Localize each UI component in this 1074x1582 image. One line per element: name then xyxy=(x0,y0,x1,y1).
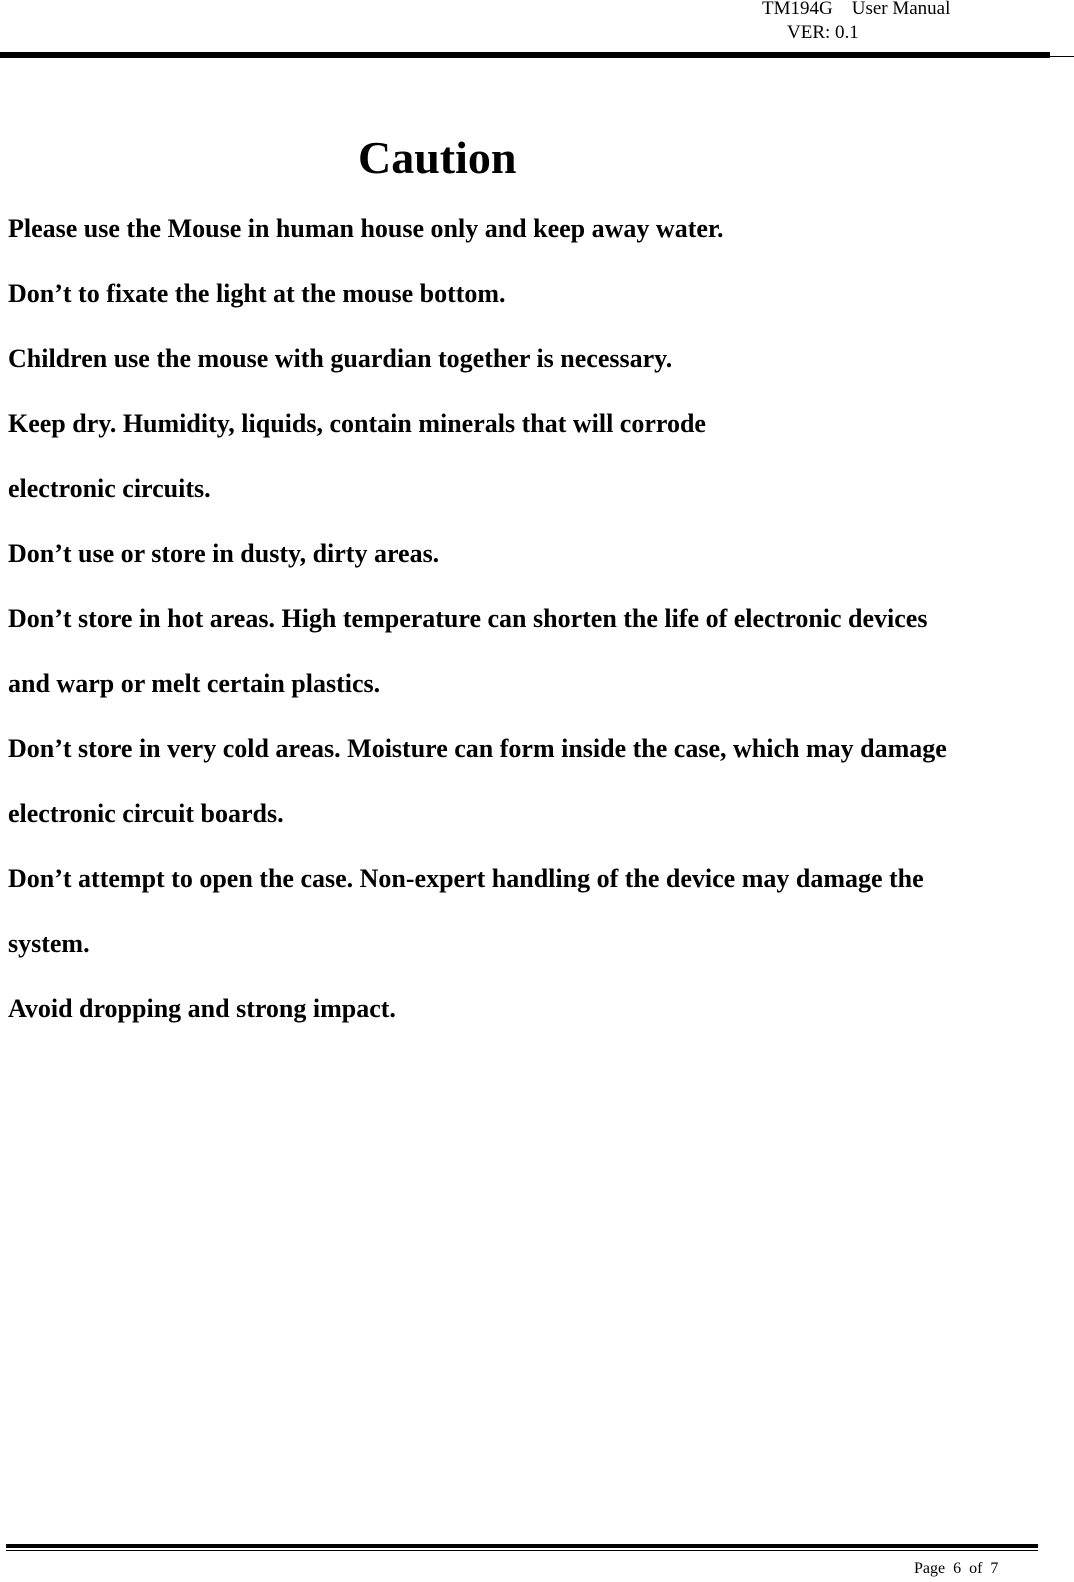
caution-line: electronic circuits. xyxy=(8,474,211,503)
caution-line: Don’t attempt to open the case. Non-expert handling of the device may damage the xyxy=(8,864,924,893)
caution-line: Children use the mouse with guardian together is necessary. xyxy=(8,344,673,373)
page-header xyxy=(0,0,1074,70)
caution-line: Keep dry. Humidity, liquids, contain minerals that will corrode xyxy=(8,409,706,438)
caution-line: system. xyxy=(8,929,90,958)
page-heading: Caution xyxy=(358,132,517,183)
footer-rule xyxy=(6,1544,1038,1548)
caution-line: Don’t to fixate the light at the mouse bottom. xyxy=(8,279,506,308)
caution-line: Avoid dropping and strong impact. xyxy=(8,994,396,1023)
manual-version: VER: 0.1 xyxy=(787,22,859,43)
caution-line: Don’t store in hot areas. High temperature can shorten the life of electronic devices xyxy=(8,604,928,633)
caution-line: Don’t use or store in dusty, dirty areas. xyxy=(8,539,440,568)
caution-line: Don’t store in very cold areas. Moisture can form inside the case, which may damage xyxy=(8,734,947,763)
caution-list xyxy=(8,196,1074,1041)
page-number: Page 6 of 7 xyxy=(914,1560,999,1577)
header-rule xyxy=(0,52,1050,58)
header-rule-extension xyxy=(1040,56,1074,57)
manual-title: TM194G User Manual xyxy=(762,0,951,19)
caution-line: electronic circuit boards. xyxy=(8,799,284,828)
footer-rule-thin xyxy=(6,1550,1038,1551)
caution-line: Please use the Mouse in human house only and keep away water. xyxy=(8,214,724,243)
caution-line: and warp or melt certain plastics. xyxy=(8,669,381,698)
header-rule-left-extension xyxy=(0,57,10,58)
